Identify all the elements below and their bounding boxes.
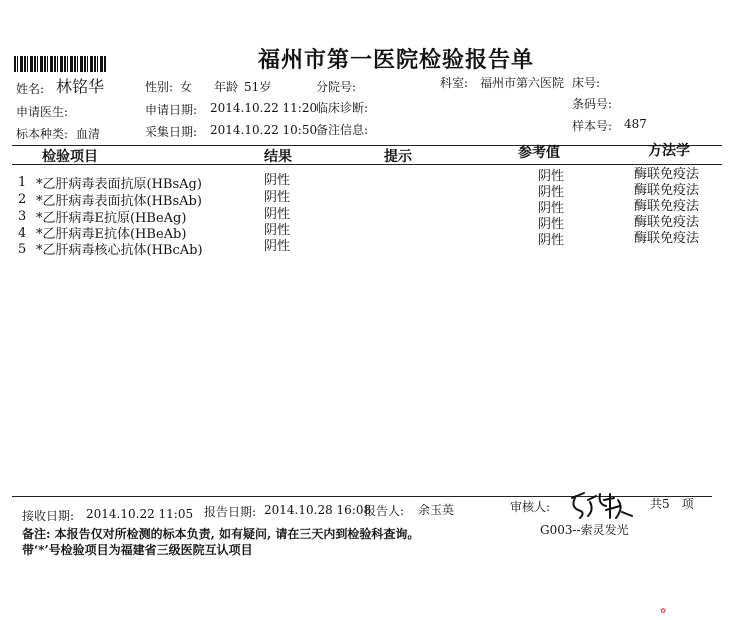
table-header-rule [12, 164, 722, 165]
collect-date-label: 采集日期: [145, 125, 198, 139]
row-no: 5 [18, 242, 27, 257]
receive-date: 2014.10.22 11:05 [86, 507, 194, 521]
footer-note: 备注: 本报告仅对所检测的标本负责, 如有疑问, 请在三天内到检验科查询。 [22, 527, 420, 541]
row-ref: 阴性 [538, 201, 565, 216]
branch-label: 分院号: [316, 80, 357, 94]
doctor-label: 申请医生: [16, 105, 69, 119]
footer-note-mutual: 带‘*’号检验项目为福建省三级医院互认项目 [22, 543, 253, 557]
row-no: 1 [18, 175, 27, 190]
reporter-label: 报告人: [364, 504, 405, 518]
row-method: 酶联免疫法 [634, 199, 700, 214]
table-top-rule [12, 145, 722, 146]
row-result: 阴性 [264, 223, 291, 238]
row-no: 4 [18, 226, 27, 241]
row-item: *乙肝病毒E抗原(HBeAg) [36, 211, 187, 226]
row-ref: 阴性 [538, 185, 565, 200]
barcode-no-label: 条码号: [572, 97, 613, 111]
barcode [14, 56, 106, 72]
apply-date: 2014.10.22 11:20 [210, 101, 318, 115]
row-ref: 阴性 [538, 169, 565, 184]
row-no: 3 [18, 209, 27, 224]
row-method: 酶联免疫法 [634, 167, 700, 182]
receive-label: 接收日期: [22, 509, 75, 523]
report-date: 2014.10.28 16:08 [264, 503, 372, 517]
specimen-value: 血清 [76, 127, 101, 141]
row-result: 阴性 [264, 190, 291, 205]
row-ref: 阴性 [538, 233, 565, 248]
dept-value: 福州市第六医院 [480, 76, 565, 90]
row-result: 阴性 [264, 173, 291, 188]
remark-label: 备注信息: [316, 123, 369, 137]
row-result: 阴性 [264, 207, 291, 222]
row-item: *乙肝病毒E抗体(HBeAb) [36, 227, 187, 242]
col-result-header: 结果 [264, 149, 292, 165]
auditor-label: 审核人: [510, 500, 551, 514]
total-count: 共5 项 [650, 497, 694, 511]
row-method: 酶联免疫法 [634, 183, 700, 198]
col-hint-header: 提示 [384, 149, 412, 165]
col-method-header: 方法学 [648, 143, 690, 159]
name-label: 姓名: [16, 82, 45, 96]
row-result: 阴性 [264, 239, 291, 254]
col-ref-header: 参考值 [518, 145, 560, 161]
row-item: *乙肝病毒表面抗原(HBsAg) [36, 177, 202, 192]
watermark-stamp: ✿ [660, 607, 666, 615]
col-item-header: 检验项目 [42, 149, 98, 165]
report-title: 福州市第一医院检验报告单 [258, 47, 535, 73]
sex-label: 性别: [145, 80, 174, 94]
age-label: 年龄 [214, 80, 239, 94]
row-item: *乙肝病毒表面抗体(HBsAb) [36, 194, 202, 209]
sample-no: 487 [624, 117, 647, 131]
auditor-code: G003--索灵发光 [540, 523, 629, 537]
specimen-label: 标本种类: [16, 127, 69, 141]
age-value: 51岁 [244, 80, 272, 94]
row-ref: 阴性 [538, 217, 565, 232]
dept-label: 科室: [440, 76, 469, 90]
auditor-signature [566, 490, 638, 522]
row-item: *乙肝病毒核心抗体(HBcAb) [36, 243, 203, 258]
diagnosis-label: 临床诊断: [316, 101, 369, 115]
row-method: 酶联免疫法 [634, 215, 700, 230]
reporter-name: 余玉英 [418, 503, 455, 517]
patient-name: 林铭华 [56, 77, 105, 96]
sample-label: 样本号: [572, 119, 613, 133]
apply-date-label: 申请日期: [145, 103, 198, 117]
collect-date: 2014.10.22 10:50 [210, 123, 318, 137]
row-no: 2 [18, 192, 27, 207]
report-date-label: 报告日期: [204, 505, 257, 519]
sex-value: 女 [180, 80, 193, 94]
bed-label: 床号: [572, 76, 601, 90]
row-method: 酶联免疫法 [634, 231, 700, 246]
